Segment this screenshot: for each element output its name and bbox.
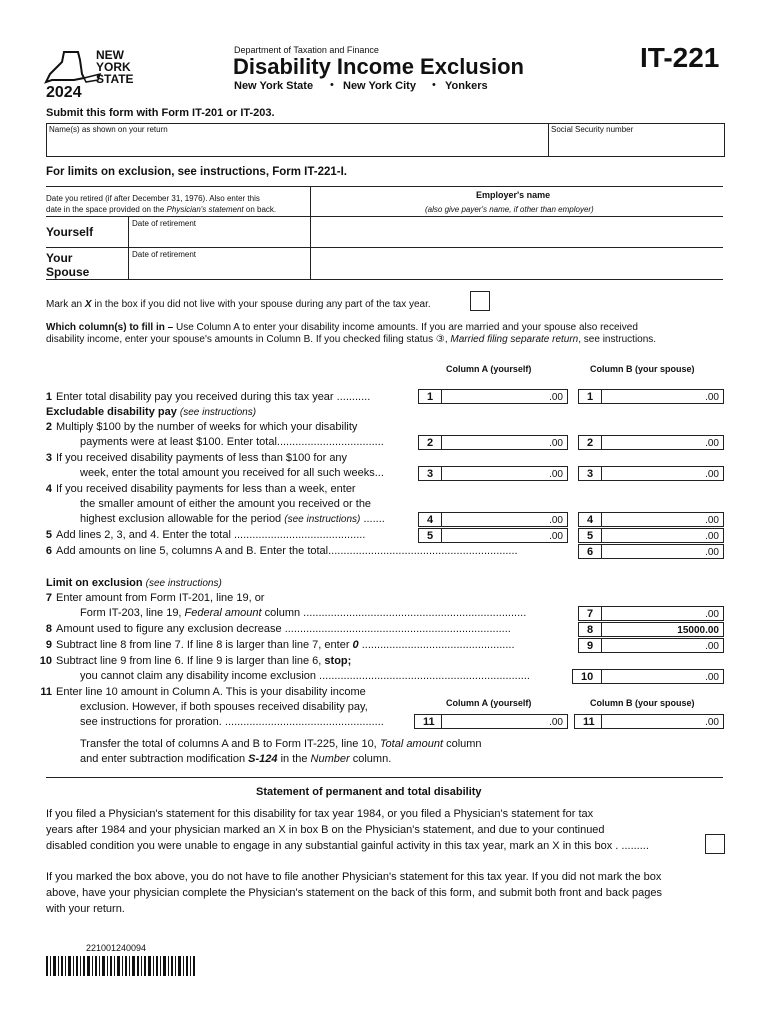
row-yourself-label: Yourself	[46, 225, 94, 239]
line-8-input[interactable]: 15000.00	[602, 622, 724, 637]
logo-text-new: NEW	[96, 48, 124, 62]
jurisdiction-yonkers: Yonkers	[445, 80, 488, 92]
retire-header-line2: date in the space provided on the Physician's statement on back.	[46, 205, 277, 214]
spouse-date-label: Date of retirement	[132, 250, 197, 259]
barcode	[46, 956, 196, 976]
line-4-text-2: the smaller amount of either the amount you received or the	[80, 498, 372, 510]
column-b-header: Column B (your spouse)	[590, 364, 695, 374]
line-4b-input[interactable]: .00	[602, 512, 724, 527]
line-11a-input[interactable]: .00	[442, 714, 568, 729]
form-title: Disability Income Exclusion	[233, 54, 524, 79]
column-a-header: Column A (yourself)	[446, 364, 532, 374]
line-6-text: 6 Add amounts on line 5, columns A and B. Enter the total..............................................................	[45, 545, 518, 557]
form-year: 2024	[46, 84, 82, 101]
bullet-1: •	[330, 79, 334, 91]
barcode-number: 221001240094	[86, 943, 147, 953]
retire-header-line1: Date you retired (if after December 31, 1976). Also enter this	[46, 194, 260, 203]
line-1a-input[interactable]: .00	[442, 389, 568, 404]
yourself-date-label: Date of retirement	[132, 219, 197, 228]
line-2-text-1: 2 Multiply $100 by the number of weeks for which your disability	[45, 421, 358, 433]
line-6-input[interactable]: .00	[602, 544, 724, 559]
line-2b-number: 2	[578, 435, 602, 450]
transfer-note-1: Transfer the total of columns A and B to Form IT-225, line 10, Total amount column	[80, 738, 482, 750]
line-9-number: 9	[578, 638, 602, 653]
line-2a-number: 2	[418, 435, 442, 450]
statement-p2-line1: If you marked the box above, you do not have to file another Physician's statement for this tax year. If you did not mark the box	[46, 871, 662, 883]
line-11b-input[interactable]: .00	[602, 714, 724, 729]
which-column-line1: Which column(s) to fill in – Use Column A to enter your disability income amounts. If you are married and your spouse also received	[46, 322, 638, 333]
employer-header: Employer's name	[476, 190, 551, 200]
line-11a-number: 11	[414, 714, 442, 729]
line-2-text-2: payments were at least $100. Enter total...................................	[80, 436, 384, 448]
line-6-number: 6	[578, 544, 602, 559]
name-field-label: Name(s) as shown on your return	[49, 125, 168, 134]
logo-text-york: YORK	[96, 60, 131, 74]
line-3a-number: 3	[418, 466, 442, 481]
line-11-text-3: see instructions for proration. ....................................................	[80, 716, 384, 728]
jurisdiction-nyc: New York City	[343, 80, 416, 92]
line-5b-input[interactable]: .00	[602, 528, 724, 543]
line-5a-number: 5	[418, 528, 442, 543]
statement-p1-line3: disabled condition you were unable to engage in any substantial gainful activity in this tax year, mark an X in this box . .........	[46, 840, 649, 852]
line-8-text: 8 Amount used to figure any exclusion decrease ..........................................................................	[45, 623, 511, 635]
employer-subheader: (also give payer's name, if other than employer)	[425, 205, 594, 214]
line-3-text-1: 3 If you received disability payments of less than $100 for any	[45, 452, 348, 464]
line-11-text-2: exclusion. However, if both spouses received disability pay,	[80, 701, 368, 713]
column-a-header-2: Column A (yourself)	[446, 698, 532, 708]
line-1-text: 1 Enter total disability pay you received during this tax year ...........	[45, 391, 371, 403]
table-row2-border	[46, 247, 723, 248]
spouse-date-input[interactable]	[130, 261, 308, 277]
statement-heading: Statement of permanent and total disability	[256, 786, 482, 798]
department-name: Department of Taxation and Finance	[234, 45, 379, 55]
line-11-text-1: 11 Enter line 10 amount in Column A. This is your disability income	[40, 686, 366, 698]
row-spouse-label-2: Spouse	[46, 265, 90, 279]
limits-heading: For limits on exclusion, see instructions, Form IT-221-I.	[46, 166, 347, 178]
did-not-live-with-spouse-checkbox[interactable]	[470, 291, 490, 311]
line-9-input[interactable]: .00	[602, 638, 724, 653]
form-id: IT-221	[640, 42, 720, 73]
line-7-number: 7	[578, 606, 602, 621]
table-row1-border	[46, 216, 723, 217]
bullet-2: •	[432, 79, 436, 91]
permanent-disability-checkbox[interactable]	[705, 834, 725, 854]
line-7-text-2: Form IT-203, line 19, Federal amount column .........................................................................	[80, 607, 527, 619]
line-5-text: 5 Add lines 2, 3, and 4. Enter the total ...........................................	[45, 529, 366, 541]
statement-top-rule	[46, 777, 723, 778]
row-spouse-label-1: Your	[46, 251, 73, 265]
line-10-text-2: you cannot claim any disability income exclusion .....................................................................	[80, 670, 530, 682]
line-10-text-1: 10 Subtract line 9 from line 6. If line 9 is larger than line 6, stop;	[39, 655, 352, 667]
line-3b-number: 3	[578, 466, 602, 481]
yourself-employer-input[interactable]	[312, 218, 722, 246]
jurisdiction-nys: New York State	[234, 80, 314, 92]
line-1a-number: 1	[418, 389, 442, 404]
spouse-checkbox-text: Mark an X in the box if you did not live with your spouse during any part of the tax year.	[46, 299, 431, 310]
line-4a-input[interactable]: .00	[442, 512, 568, 527]
table-bottom-border	[46, 279, 723, 280]
limit-heading: Limit on exclusion (see instructions)	[46, 577, 222, 589]
line-4-text-3: highest exclusion allowable for the period (see instructions) .......	[80, 513, 385, 525]
line-7-text-1: 7 Enter amount from Form IT-201, line 19, or	[45, 592, 265, 604]
line-11b-number: 11	[574, 714, 602, 729]
line-10-number: 10	[572, 669, 602, 684]
line-4a-number: 4	[418, 512, 442, 527]
line-9-text: 9 Subtract line 8 from line 7. If line 8 is larger than line 7, enter 0 ..................................................	[45, 639, 515, 651]
line-2a-input[interactable]: .00	[442, 435, 568, 450]
line-5a-input[interactable]: .00	[442, 528, 568, 543]
line-4-text-1: 4 If you received disability payments for less than a week, enter	[45, 483, 356, 495]
statement-p2-line3: with your return.	[46, 903, 125, 915]
line-8-number: 8	[578, 622, 602, 637]
column-b-header-2: Column B (your spouse)	[590, 698, 695, 708]
submit-note: Submit this form with Form IT-201 or IT-203.	[46, 107, 275, 119]
ssn-field-label: Social Security number	[551, 125, 634, 134]
spouse-employer-input[interactable]	[312, 249, 722, 277]
transfer-note-2: and enter subtraction modification S-124 in the Number column.	[80, 753, 392, 765]
table-divider-left	[310, 186, 311, 279]
line-3b-input[interactable]: .00	[602, 466, 724, 481]
line-1b-input[interactable]: .00	[602, 389, 724, 404]
yourself-date-input[interactable]	[130, 230, 308, 246]
which-column-line2: disability income, enter your spouse's amounts in Column B. If you checked filing status ③, Married filing separate return, see instructions.	[46, 334, 657, 345]
statement-p1-line2: years after 1984 and your physician marked an X in box B on the Physician's statement, and due to your continued	[46, 824, 605, 836]
line-5b-number: 5	[578, 528, 602, 543]
line-10-input[interactable]: .00	[602, 669, 724, 684]
line-3a-input[interactable]: .00	[442, 466, 568, 481]
logo-text-state: STATE	[96, 72, 134, 86]
line-1b-number: 1	[578, 389, 602, 404]
line-7-input[interactable]: .00	[602, 606, 724, 621]
line-3-text-2: week, enter the total amount you received for all such weeks...	[80, 467, 384, 479]
statement-p1-line1: If you filed a Physician's statement for this disability for tax year 1984, or you filed a Physician's statement for tax	[46, 808, 594, 820]
line-2b-input[interactable]: .00	[602, 435, 724, 450]
table-top-border	[46, 186, 723, 187]
excludable-heading: Excludable disability pay (see instructions)	[46, 406, 257, 418]
line-4b-number: 4	[578, 512, 602, 527]
statement-p2-line2: above, have your physician complete the Physician's statement on the back of this form, and submit both front and back pages	[46, 887, 663, 899]
